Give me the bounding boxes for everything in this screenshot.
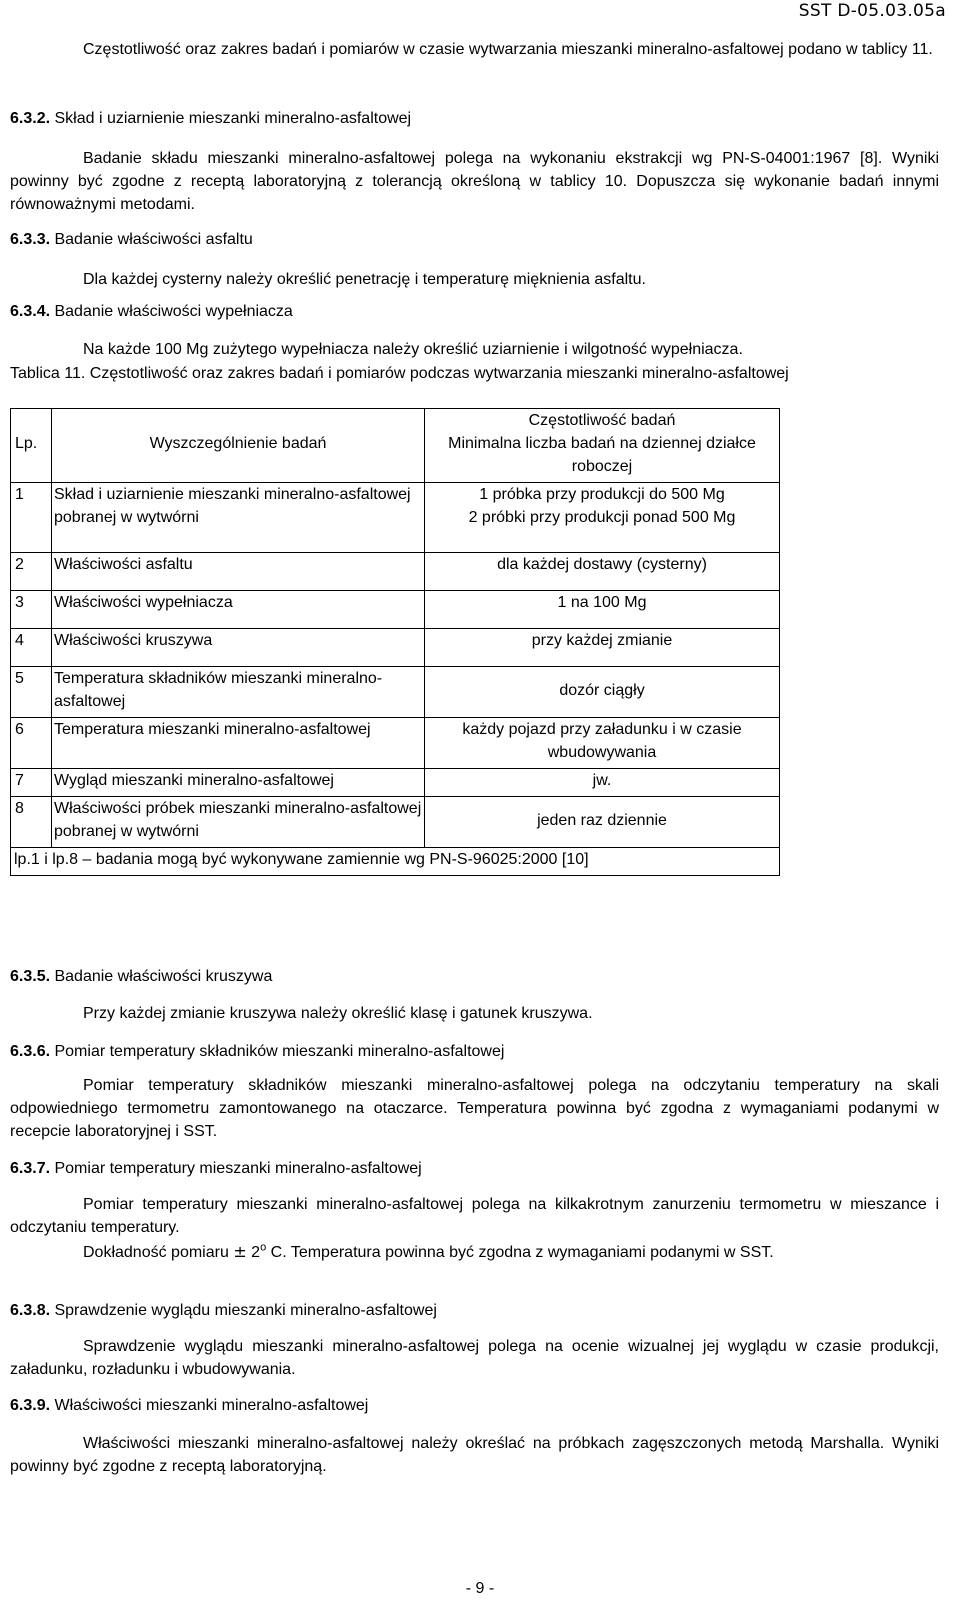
section-body-632: Badanie składu mieszanki mineralno-asfaltowej polega na wykonaniu ekstrakcji wg PN-S-04001:1967 [8]. Wyniki powinny być zgodne z receptą laboratoryjną z tolerancją określoną w tablicy 10. Dopuszcza się wykonanie badań innymi równoważnymi metodami. [10,150,939,213]
table-caption-text: Częstotliwość oraz zakres badań i pomiarów podczas wytwarzania mieszanki mineralno-asfaltowej [89,365,789,382]
section-number: 6.3.8. [10,1302,51,1319]
row-name: Właściwości kruszywa [52,629,425,667]
row-frequency: jeden raz dziennie [425,797,780,848]
row-name: Temperatura składników mieszanki mineralno-asfaltowej [52,667,425,718]
table-row [11,553,780,591]
row-frequency: 1 próbka przy produkcji do 500 Mg 2 próbki przy produkcji ponad 500 Mg [425,483,780,553]
section-number: 6.3.5. [10,968,51,985]
row-lp: 5 [11,667,52,718]
row-lp: 7 [11,769,52,797]
section-number: 6.3.4. [10,303,51,320]
row-frequency: dla każdej dostawy (cysterny) [425,553,780,591]
header-frequency [425,409,780,483]
section-body-638: Sprawdzenie wyglądu mieszanki mineralno-asfaltowej polega na ocenie wizualnej jej wyglądu w czasie produkcji, załadunku, rozładunku i wbudowywania. [10,1338,939,1378]
section-body-635: Przy każdej zmianie kruszywa należy określić klasę i gatunek kruszywa. [83,1005,593,1022]
row-lp: 4 [11,629,52,667]
table-caption [10,362,939,385]
table-row [11,629,780,667]
section-title: Badanie właściwości kruszywa [54,968,273,985]
table-footnote-row [11,848,780,876]
section-number: 6.3.2. [10,110,51,127]
section-body-633: Dla każdej cysterny należy określić penetrację i temperaturę mięknienia asfaltu. [83,271,646,288]
section-title: Pomiar temperatury mieszanki mineralno-asfaltowej [54,1160,422,1177]
section-heading-639 [10,1394,939,1417]
row-name: Właściwości próbek mieszanki mineralno-asfaltowej pobranej w wytwórni [52,797,425,848]
row-frequency: każdy pojazd przy załadunku i w czasie wbudowywania [425,718,780,769]
section-heading-638 [10,1299,939,1322]
document-code: SST D-05.03.05a [798,1,946,21]
section-title: Badanie właściwości wypełniacza [54,303,293,320]
table-header-row [11,409,780,483]
row-lp: 6 [11,718,52,769]
header-lp: Lp. [11,409,52,483]
section-heading-634 [10,300,939,323]
table-footnote: lp.1 i lp.8 – badania mogą być wykonywane zamiennie wg PN-S-96025:2000 [10] [11,848,780,876]
section-title: Skład i uziarnienie mieszanki mineralno-asfaltowej [54,110,412,127]
section-number: 6.3.6. [10,1043,51,1060]
section-heading-633 [10,228,939,251]
table-row [11,769,780,797]
accuracy-label: Dokładność pomiaru [83,1244,229,1261]
table-row [11,797,780,848]
section-number: 6.3.3. [10,231,51,248]
section-body-634: Na każde 100 Mg zużytego wypełniacza należy określić uziarnienie i wilgotność wypełniacza. [83,341,743,358]
section-heading-632 [10,107,939,130]
section-title: Pomiar temperatury składników mieszanki mineralno-asfaltowej [54,1043,505,1060]
row-frequency: jw. [425,769,780,797]
section-body-637: Pomiar temperatury mieszanki mineralno-asfaltowej polega na kilkakrotnym zanurzeniu termometru w mieszance i odczytaniu temperatury. [10,1196,939,1236]
section-title: Badanie właściwości asfaltu [54,231,253,248]
row-lp: 1 [11,483,52,553]
row-name: Temperatura mieszanki mineralno-asfaltowej [52,718,425,769]
table-11 [10,408,780,876]
accuracy-tail: C. Temperatura powinna być zgodna z wymaganiami podanymi w SST. [270,1244,774,1261]
section-accuracy-637 [10,1240,939,1264]
section-body-636: Pomiar temperatury składników mieszanki mineralno-asfaltowej polega na odczytaniu temperatury na skali odpowiedniego termometru zamontowanego na otaczarce. Temperatura powinna być zgodna z wymaganiami podanymi w recepcie laboratoryjnej i SST. [10,1077,939,1140]
section-number: 6.3.7. [10,1160,51,1177]
table-row [11,483,780,553]
row-lp: 2 [11,553,52,591]
row-name: Właściwości wypełniacza [52,591,425,629]
table-row [11,718,780,769]
row-frequency: przy każdej zmianie [425,629,780,667]
degree-sign: o [260,1241,267,1254]
section-heading-636 [10,1040,939,1063]
section-heading-635 [10,965,939,988]
section-title: Właściwości mieszanki mineralno-asfaltowej [54,1397,369,1414]
row-name: Właściwości asfaltu [52,553,425,591]
section-body-639: Właściwości mieszanki mineralno-asfaltowej należy określać na próbkach zagęszczonych metodą Marshalla. Wyniki powinny być zgodne z receptą laboratoryjną. [10,1435,939,1475]
row-lp: 3 [11,591,52,629]
row-name: Wygląd mieszanki mineralno-asfaltowej [52,769,425,797]
table-row [11,591,780,629]
row-frequency: dozór ciągły [425,667,780,718]
page-number: - 9 - [465,1580,495,1597]
header-name: Wyszczególnienie badań [52,409,425,483]
header-frequency-line2: Minimalna liczba badań na dziennej działce roboczej [448,435,756,475]
row-frequency: 1 na 100 Mg [425,591,780,629]
section-number: 6.3.9. [10,1397,51,1414]
row-name: Skład i uziarnienie mieszanki mineralno-asfaltowej pobranej w wytwórni [52,483,425,553]
header-frequency-line1: Częstotliwość badań [528,412,676,429]
row-lp: 8 [11,797,52,848]
section-heading-637 [10,1157,939,1180]
accuracy-value: 2 [251,1244,261,1261]
section-title: Sprawdzenie wyglądu mieszanki mineralno-asfaltowej [54,1302,437,1319]
table-caption-label: Tablica 11. [10,365,86,382]
plus-minus-sign: ± [233,1242,247,1261]
table-row [11,667,780,718]
intro-paragraph: Częstotliwość oraz zakres badań i pomiarów w czasie wytwarzania mieszanki mineralno-asfaltowej podano w tablicy 11. [83,41,933,58]
